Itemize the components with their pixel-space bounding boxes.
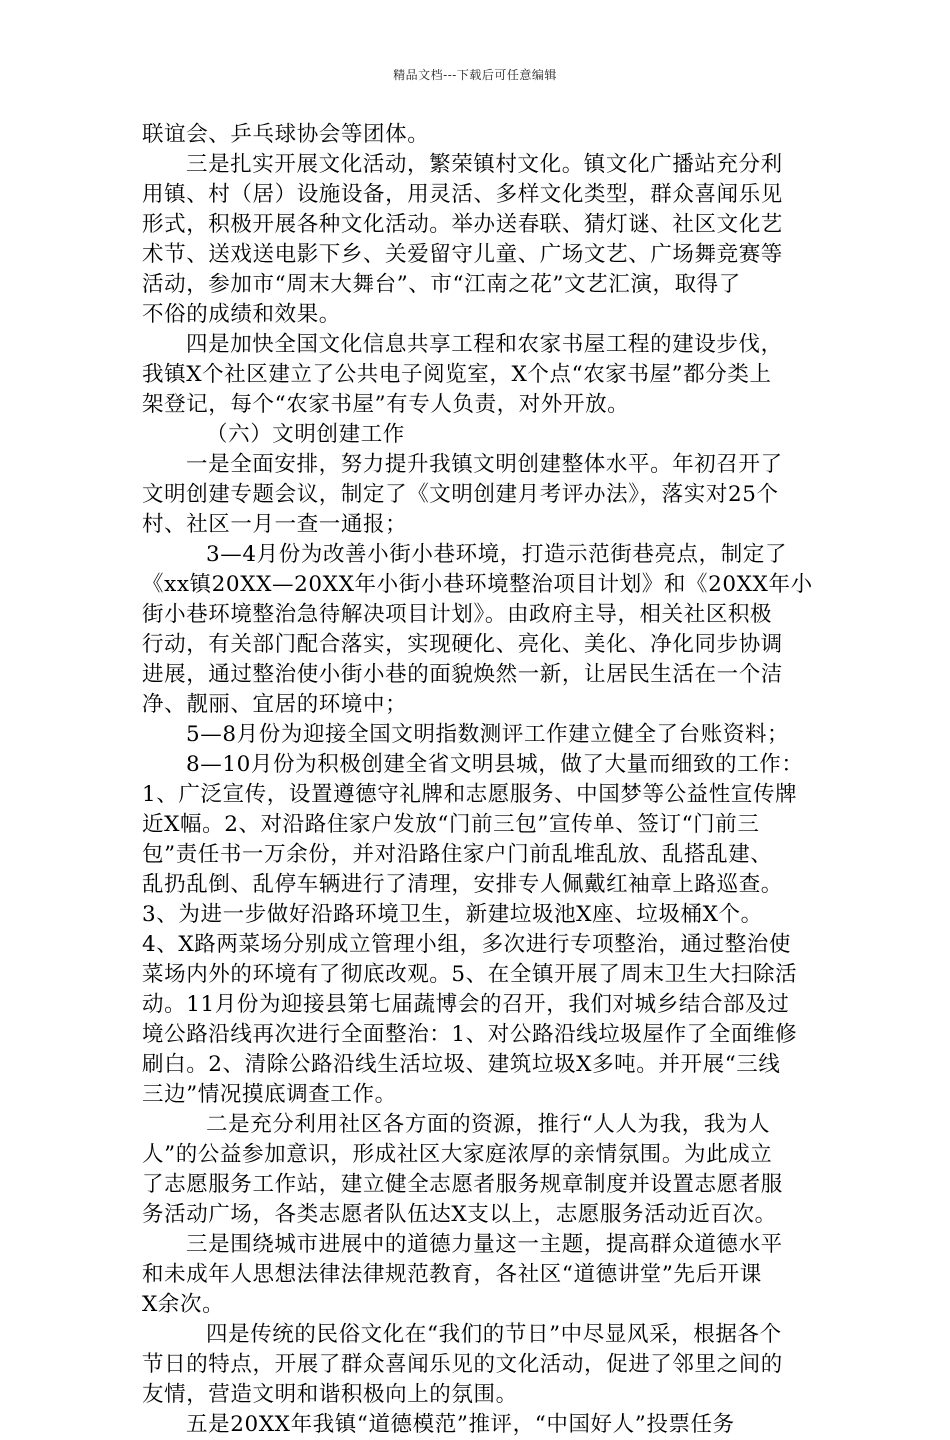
text-line: 三边”情况摸底调查工作。	[142, 1082, 397, 1107]
text-line: 友情，营造文明和谐积极向上的氛围。	[142, 1382, 518, 1407]
text-line: （六）文明创建工作	[206, 422, 405, 447]
text-line: 包”责任书一万余份，并对沿路住家户门前乱堆乱放、乱搭乱建、	[142, 842, 773, 867]
text-line: 人”的公益参加意识，形成社区大家庭浓厚的亲情氛围。为此成立	[142, 1142, 773, 1167]
text-line: 了志愿服务工作站，建立健全志愿者服务规章制度并设置志愿者服	[142, 1172, 783, 1197]
text-line: 四是传统的民俗文化在“我们的节日”中尽显风采，根据各个	[206, 1322, 782, 1347]
text-line: 我镇X个社区建立了公共电子阅览室，X个点“农家书屋”都分类上	[142, 362, 772, 387]
text-line: 动。11月份为迎接县第七届蔬博会的召开，我们对城乡结合部及过	[142, 992, 790, 1017]
text-line: 二是充分利用社区各方面的资源，推行“人人为我，我为人	[206, 1112, 771, 1137]
text-line: 菜场内外的环境有了彻底改观。5、在全镇开展了周末卫生大扫除活	[142, 962, 798, 987]
text-line: 形式，积极开展各种文化活动。举办送春联、猜灯谜、社区文化艺	[142, 212, 783, 237]
text-line: 8—10月份为积极创建全省文明县城，做了大量而细致的工作：	[186, 752, 804, 777]
text-line: 净、靓丽、宜居的环境中；	[142, 692, 408, 717]
text-line: 文明创建专题会议，制定了《文明创建月考评办法》，落实对25个	[142, 482, 779, 507]
text-line: 3—4月份为改善小街小巷环境，打造示范街巷亮点，制定了	[206, 542, 788, 567]
text-line: 刷白。2、清除公路沿线生活垃圾、建筑垃圾X多吨。并开展“三线	[142, 1052, 781, 1077]
text-line: 四是加快全国文化信息共享工程和农家书屋工程的建设步伐，	[186, 332, 783, 357]
text-line: 用镇、村（居）设施设备，用灵活、多样文化类型，群众喜闻乐见	[142, 182, 783, 207]
text-line: 行动，有关部门配合落实，实现硬化、亮化、美化、净化同步协调	[142, 632, 783, 657]
text-line: 5—8月份为迎接全国文明指数测评工作建立健全了台账资料；	[186, 722, 790, 747]
text-line: 和未成年人思想法律法律规范教育，各社区“道德讲堂”先后开课	[142, 1262, 762, 1287]
text-line: 3、为进一步做好沿路环境卫生，新建垃圾池X座、垃圾桶X个。	[142, 902, 763, 927]
text-line: 境公路沿线再次进行全面整治：1、对公路沿线垃圾屋作了全面维修	[142, 1022, 798, 1047]
text-line: 《xx镇20XX—20XX年小街小巷环境整治项目计划》和《20XX年小	[142, 572, 813, 597]
text-line: 架登记，每个“农家书屋”有专人负责，对外开放。	[142, 392, 630, 417]
page-header: 精品文档---下载后可任意编辑	[393, 68, 557, 82]
text-line: 三是扎实开展文化活动，繁荣镇村文化。镇文化广播站充分利	[186, 152, 783, 177]
text-line: 1、广泛宣传，设置遵德守礼牌和志愿服务、中国梦等公益性宣传牌	[142, 782, 798, 807]
text-line: 联谊会、乒乓球协会等团体。	[142, 122, 430, 147]
text-line: 街小巷环境整治急待解决项目计划》。由政府主导，相关社区积极	[142, 602, 773, 627]
text-line: 一是全面安排，努力提升我镇文明创建整体水平。年初召开了	[186, 452, 783, 477]
document-body	[142, 120, 813, 1440]
text-line: 五是20XX年我镇“道德模范”推评，“中国好人”投票任务	[186, 1412, 735, 1437]
text-line: 4、X路两菜场分别成立管理小组，多次进行专项整治，通过整治使	[142, 932, 791, 957]
text-line: 村、社区一月一查一通报；	[142, 512, 408, 537]
text-line: X余次。	[142, 1292, 225, 1317]
text-line: 不俗的成绩和效果。	[142, 302, 341, 327]
text-line: 活动，参加市“周末大舞台”、市“江南之花”文艺汇演，取得了	[142, 272, 741, 297]
text-line: 乱扔乱倒、乱停车辆进行了清理，安排专人佩戴红袖章上路巡查。	[142, 872, 783, 897]
text-line: 节日的特点，开展了群众喜闻乐见的文化活动，促进了邻里之间的	[142, 1352, 783, 1377]
text-line: 三是围绕城市进展中的道德力量这一主题，提高群众道德水平	[186, 1232, 783, 1257]
text-line: 务活动广场，各类志愿者队伍达X支以上，志愿服务活动近百次。	[142, 1202, 777, 1227]
text-line: 近X幅。2、对沿路住家户发放“门前三包”宣传单、签订“门前三	[142, 812, 760, 837]
text-line: 进展，通过整治使小街小巷的面貌焕然一新，让居民生活在一个洁	[142, 662, 783, 687]
text-line: 术节、送戏送电影下乡、关爱留守儿童、广场文艺、广场舞竞赛等	[142, 242, 783, 267]
